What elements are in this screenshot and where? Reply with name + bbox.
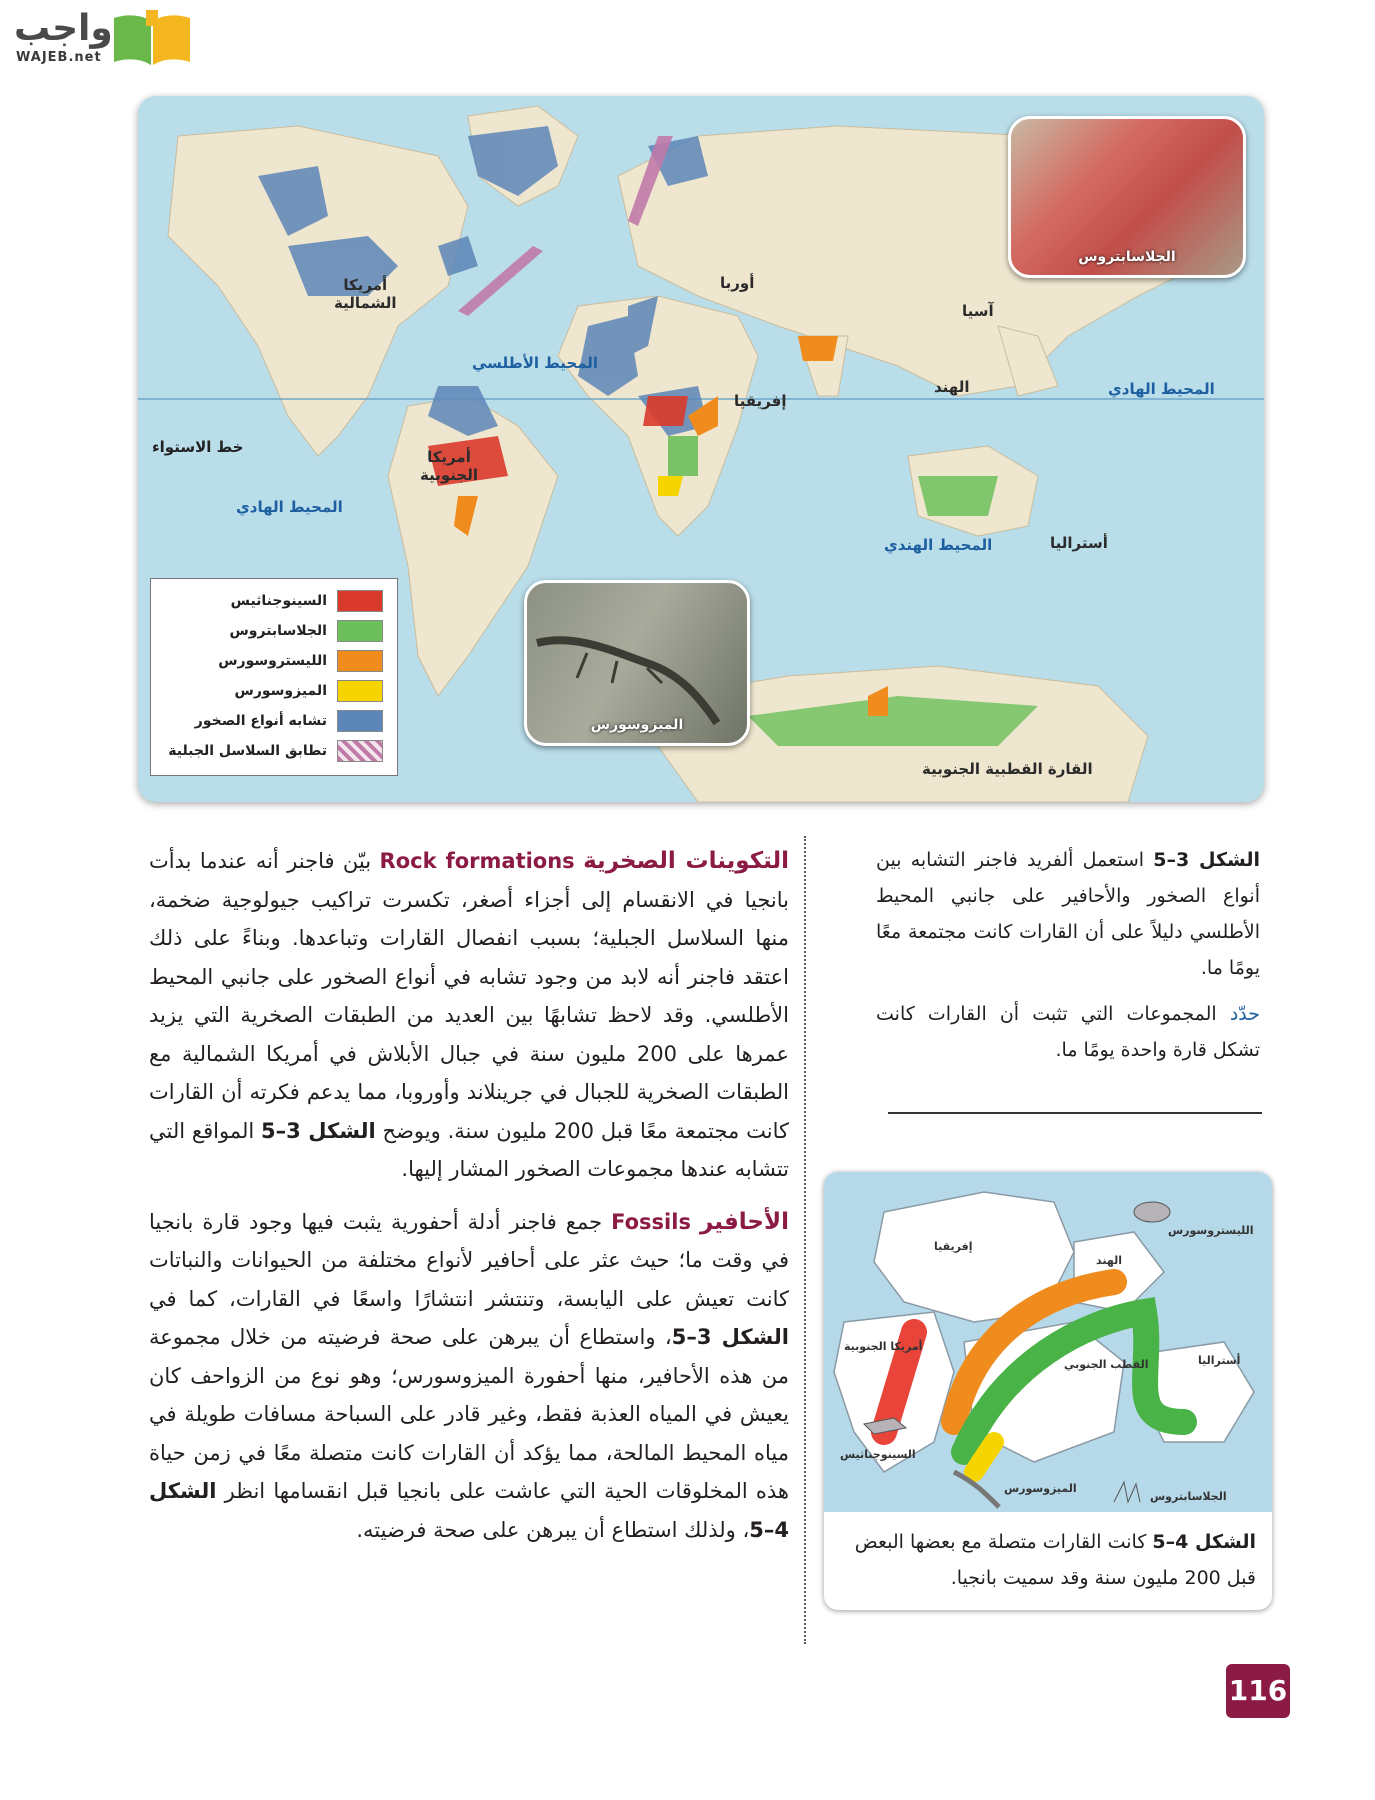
label-antarctica: القارة القطبية الجنوبية bbox=[922, 760, 1093, 778]
legend-label: تشابه أنواع الصخور bbox=[194, 713, 327, 729]
legend-item bbox=[195, 709, 383, 733]
task-verb: حدّد bbox=[1229, 1003, 1260, 1025]
pangaea-label-glossopteris: الجلاسابتروس bbox=[1150, 1490, 1227, 1503]
legend-swatch bbox=[337, 710, 383, 732]
pangaea-label-australia: أستراليا bbox=[1198, 1354, 1241, 1367]
label-south-america: أمريكا الجنوبية bbox=[420, 448, 478, 484]
label-asia: آسيا bbox=[962, 302, 994, 320]
mesosaurus-photo bbox=[524, 580, 750, 746]
body-text-column bbox=[149, 842, 789, 1549]
rock-formations-text-end: المواقع التي تتشابه عندها مجموعات الصخور المشار إليها. bbox=[149, 1118, 789, 1181]
fossils-heading-en: Fossils bbox=[611, 1209, 691, 1234]
glossopteris-photo-caption: الجلاسابتروس bbox=[1078, 249, 1176, 265]
label-indian-ocean: المحيط الهندي bbox=[884, 536, 993, 554]
legend-swatch bbox=[337, 680, 383, 702]
figure-ref: الشكل 3–5 bbox=[261, 1118, 376, 1143]
pangaea-label-india: الهند bbox=[1096, 1254, 1123, 1267]
label-pacific-ocean-west: المحيط الهادي bbox=[236, 498, 343, 516]
pangaea-label-antarctica: القطب الجنوبي bbox=[1064, 1358, 1149, 1371]
legend-label: الجلاسابتروس bbox=[229, 623, 327, 639]
column-divider bbox=[804, 836, 806, 1644]
map-legend bbox=[150, 578, 398, 776]
label-australia: أستراليا bbox=[1050, 534, 1108, 552]
book-icon bbox=[106, 8, 198, 68]
figure-caption-text: استعمل ألفريد فاجنر التشابه بين أنواع الصخور والأحافير على جانبي المحيط الأطلسي دليلاً على أن القارات كانت مجتمعة معًا يومًا ما. bbox=[876, 849, 1260, 979]
figure-4-5-caption bbox=[840, 1524, 1256, 1596]
figure-caption-column bbox=[876, 842, 1260, 1068]
legend-item bbox=[229, 619, 383, 643]
label-north-america: أمريكا الشمالية bbox=[334, 276, 397, 312]
figure-ref: الشكل 4–5 bbox=[149, 1479, 789, 1542]
label-atlantic-ocean: المحيط الأطلسي bbox=[472, 354, 599, 372]
fossils-text-end: ، ولذلك استطاع أن يبرهن على صحة فرضيته. bbox=[356, 1517, 750, 1542]
rock-formations-heading-en: Rock formations bbox=[379, 849, 575, 873]
rock-formations-paragraph bbox=[149, 842, 789, 1189]
rock-formations-heading-ar: التكوينات الصخرية bbox=[583, 848, 789, 874]
legend-label: الميزوسورس bbox=[234, 683, 327, 699]
mesosaurus-photo-caption: الميزوسورس bbox=[590, 717, 684, 733]
legend-item bbox=[218, 649, 383, 673]
pangaea-label-africa: إفريقيا bbox=[934, 1240, 973, 1253]
legend-item bbox=[235, 679, 384, 703]
legend-swatch bbox=[337, 590, 383, 612]
figure-caption-text: كانت القارات متصلة مع بعضها البعض قبل 200 مليون سنة وقد سميت بانجيا. bbox=[854, 1531, 1256, 1589]
pangaea-label-cynognathus: السينوجناثيس bbox=[840, 1448, 916, 1461]
page-number: 116 bbox=[1226, 1664, 1290, 1718]
figure-3-5-caption bbox=[876, 842, 1260, 986]
pangaea-label-mesosaurus: الميزوسورس bbox=[1004, 1482, 1077, 1495]
task-text: المجموعات التي تثبت أن القارات كانت تشكل قارة واحدة يومًا ما. bbox=[876, 1003, 1260, 1061]
glossopteris-photo bbox=[1008, 116, 1246, 278]
logo-subtext: WAJEB.net bbox=[16, 50, 102, 65]
legend-label: تطابق السلاسل الجبلية bbox=[168, 743, 327, 759]
label-equator: خط الاستواء bbox=[152, 438, 244, 456]
fossils-heading-ar: الأحافير bbox=[700, 1208, 789, 1235]
identify-task bbox=[876, 996, 1260, 1068]
fossils-text: جمع فاجنر أدلة أحفورية يثبت فيها وجود قارة بانجيا في وقت ما؛ حيث عثر على أحافير لأنواع مختلفة من الحيوانات والنباتات كانت تعيش على اليابسة، وتنتشر انتشارًا واسعًا في القارات، كما في bbox=[149, 1209, 789, 1311]
pangaea-figure bbox=[824, 1172, 1272, 1610]
fossils-paragraph bbox=[149, 1203, 789, 1550]
wajeb-logo bbox=[10, 6, 190, 66]
legend-item bbox=[231, 589, 383, 613]
pangaea-map bbox=[824, 1172, 1272, 1512]
figure-ref: الشكل 3–5 bbox=[671, 1325, 789, 1349]
answer-line bbox=[888, 1112, 1262, 1114]
legend-label: السينوجناثيس bbox=[230, 593, 327, 609]
figure-label: الشكل 4–5 bbox=[1152, 1531, 1256, 1553]
figure-label: الشكل 3–5 bbox=[1153, 849, 1260, 871]
label-africa: إفريقيا bbox=[734, 392, 787, 410]
label-europe: أوربا bbox=[720, 274, 755, 292]
pangaea-label-lystrosaurus: الليستروسورس bbox=[1168, 1224, 1254, 1237]
legend-swatch bbox=[337, 650, 383, 672]
rock-formations-text: بيّن فاجنر أنه عندما بدأت بانجيا في الانقسام إلى أجزاء أصغر، تكسرت تراكيب جيولوجية ضخمة، منها السلاسل الجبلية؛ بسبب انفصال القارات وتباعدها. وبناءً على ذلك اعتقد فاجنر أنه لابد من وجود تشابه في أنواع الصخور على جانبي المحيط الأطلسي. وقد لاحظ تشابهًا بين العديد من الطبقات الصخرية التي يزيد عمرها على 200 مليون سنة في جبال الأبلاش في أمريكا الشمالية مع الطبقات الصخرية للجبال في جرينلاند وأوروبا، مما يدعم فكرته أن القارات كانت مجتمعة معًا قبل 200 مليون سنة. ويوضح bbox=[149, 849, 789, 1143]
legend-label: الليستروسورس bbox=[218, 653, 327, 669]
label-india: الهند bbox=[934, 378, 970, 396]
pangaea-label-south-america: أمريكا الجنوبية bbox=[844, 1340, 923, 1353]
label-pacific-ocean-east: المحيط الهادي bbox=[1108, 380, 1215, 398]
legend-item bbox=[168, 739, 383, 763]
logo-text: واجب bbox=[14, 8, 113, 49]
legend-swatch bbox=[337, 620, 383, 642]
legend-swatch bbox=[337, 740, 383, 762]
fossils-text-middle: ، واستطاع أن يبرهن على صحة فرضيته من خلال مجموعة من هذه الأحافير، منها أحفورة الميزوسورس؛ وهو نوع من الزواحف كان يعيش في المياه العذبة فقط، وغير قادر على السباحة مسافات طويلة في مياه المحيط المالحة، مما يؤكد أن القارات كانت متصلة معًا في زمن حياة هذه المخلوقات الحية التي عاشت على بانجيا قبل انقسامها انظر bbox=[149, 1325, 789, 1503]
